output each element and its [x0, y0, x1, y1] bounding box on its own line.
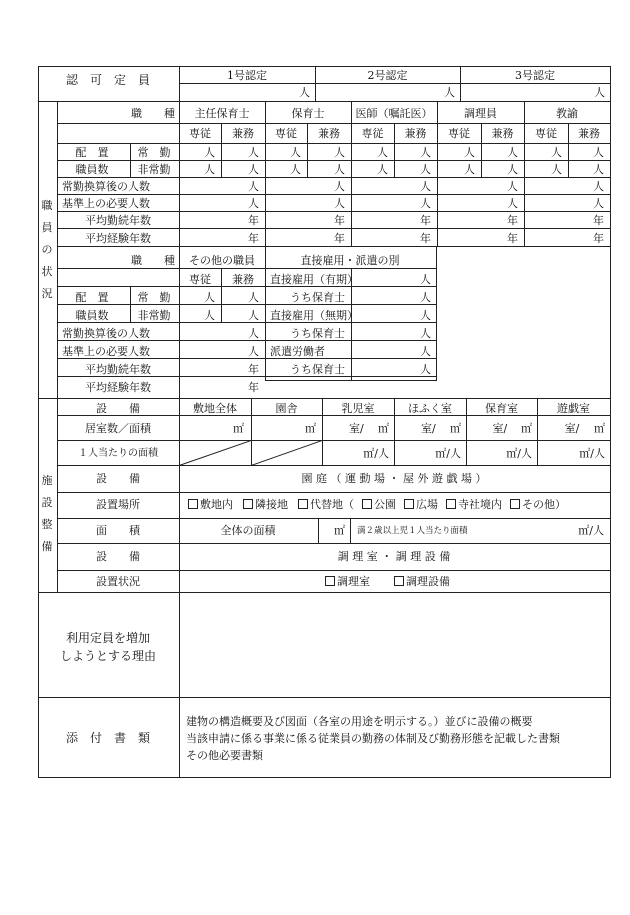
rule-line	[57, 398, 58, 593]
rule-line	[57, 358, 437, 359]
employment-row-2: うち保育士	[290, 291, 345, 304]
checkbox[interactable]	[362, 499, 372, 509]
unit-label: 人	[248, 163, 259, 176]
unit-label: 人	[248, 197, 259, 210]
unit-label: 人	[299, 86, 310, 99]
rule-line	[57, 160, 611, 161]
placement-label: 配 置	[75, 291, 109, 304]
rule-line	[466, 398, 467, 466]
status-option-1: 調理室	[337, 575, 370, 588]
staff-type-2: 保育士	[291, 107, 325, 120]
unit-label: 年	[334, 214, 345, 227]
rule-line	[57, 268, 437, 269]
exclusive-label: 専従	[448, 127, 470, 140]
rule-line	[57, 304, 437, 305]
unit-label: 人	[290, 146, 301, 159]
status-options	[325, 575, 474, 588]
avg-tenure-label: 平均勤続年数	[85, 363, 151, 376]
area-label: 面 積	[96, 524, 140, 537]
concurrent-label: 兼務	[491, 127, 514, 140]
unit-label: 人	[507, 146, 518, 159]
unit-label: 人	[420, 163, 431, 176]
rule-line	[221, 123, 222, 178]
unit-label: 人	[420, 309, 431, 322]
unit-label: ㎡/人	[579, 447, 605, 460]
avg-experience-label: 平均経験年数	[85, 381, 151, 394]
rule-line	[265, 380, 437, 381]
rule-line	[350, 518, 351, 544]
checkbox[interactable]	[446, 499, 456, 509]
unit-label: 人	[204, 163, 215, 176]
approval-category-2: 2号認定	[367, 69, 408, 82]
rule-line	[318, 518, 319, 544]
rule-line	[57, 376, 437, 377]
staff-count-label: 職員数	[75, 163, 109, 176]
unit-label: ㎡	[233, 422, 244, 435]
unit-label: 人	[420, 273, 431, 286]
unit-label: 人	[420, 146, 431, 159]
staff-type-3: 医師（嘱託医）	[355, 107, 433, 120]
reason-label-line1: 利用定員を増加	[65, 631, 151, 645]
location-label: 設置場所	[96, 498, 140, 511]
required-label: 基準上の必要人数	[62, 197, 150, 210]
unit-label: 年	[507, 214, 518, 227]
location-option-6: 寺社境内	[458, 498, 502, 511]
unit-label: 年	[420, 232, 431, 245]
unit-label: 人	[444, 86, 455, 99]
rule-line	[179, 398, 180, 593]
avg-tenure-label: 平均勤続年数	[85, 214, 151, 227]
rule-line	[351, 101, 352, 247]
unit-label: 人	[420, 327, 431, 340]
unit-label: 人	[593, 163, 604, 176]
unit-label: 人	[464, 146, 475, 159]
unit-label: 人	[334, 197, 345, 210]
rule-line	[265, 246, 266, 381]
location-option-5: 広場	[416, 498, 438, 511]
rule-line	[265, 101, 266, 247]
kitchen-title: 調 理 室 ・ 調 理 設 備	[337, 550, 451, 563]
rule-line	[221, 268, 222, 323]
placement-label: 配 置	[75, 146, 109, 159]
unit-label: 人	[464, 163, 475, 176]
rule-line	[57, 492, 611, 493]
exclusive-label: 専従	[189, 127, 211, 140]
unit-label: 人	[551, 163, 562, 176]
unit-label: ㎡/人	[363, 447, 389, 460]
rule-line	[179, 592, 180, 778]
fulltime-label: 常 勤	[137, 291, 171, 304]
unit-label: 人	[420, 180, 431, 193]
exclusive-label: 専従	[535, 127, 557, 140]
unit-label: 人	[248, 146, 259, 159]
unit-label: 年	[420, 214, 431, 227]
unit-label: ㎡	[334, 524, 345, 537]
rule-line	[57, 440, 611, 441]
unit-label: 人	[593, 146, 604, 159]
rule-line	[481, 123, 482, 178]
reason-input-area[interactable]	[181, 594, 608, 696]
attachment-item-1: 建物の構造概要及び図面（各室の用途を明示する。）並びに設備の概要	[186, 715, 533, 728]
rule-line	[57, 246, 611, 247]
garden-title: 園 庭 （ 運 動 場 ・ 屋 外 遊 戯 場 ）	[301, 472, 487, 485]
concurrent-label: 兼務	[232, 127, 254, 140]
rule-line	[57, 123, 611, 124]
room-2: 園舎	[275, 402, 298, 415]
equipment-header: 設 備	[96, 402, 140, 415]
checkbox[interactable]	[404, 499, 414, 509]
rule-line	[57, 286, 437, 287]
unit-label: 人	[594, 86, 605, 99]
status-option-2: 調理設備	[406, 575, 450, 588]
location-option-3: 代替地（	[310, 498, 354, 511]
unit-label: ㎡	[594, 422, 605, 435]
unit-label: 年	[334, 232, 345, 245]
exclusive-label: 専従	[189, 273, 211, 286]
unit-label: 人	[334, 146, 345, 159]
unit-label: 人	[248, 180, 259, 193]
unit-label: ㎡	[450, 422, 461, 435]
rule-line	[394, 398, 395, 466]
unit-label: 人	[420, 345, 431, 358]
rule-line	[57, 340, 437, 341]
rule-line	[38, 398, 611, 399]
kitchen-equipment-label: 設 備	[96, 550, 140, 563]
parttime-label: 非常勤	[137, 309, 171, 322]
fte-label: 常勤換算後の人数	[62, 327, 150, 340]
rule-line	[38, 101, 611, 102]
unit-label: ㎡	[521, 422, 532, 435]
location-option-7: その他）	[522, 498, 566, 511]
checkbox[interactable]	[298, 499, 308, 509]
room-6: 遊戯室	[557, 402, 590, 415]
room-5: 保育室	[485, 402, 518, 415]
approval-category-3: 3号認定	[515, 69, 555, 82]
rule-line	[610, 66, 611, 778]
employment-row-3: 直接雇用（無期）	[270, 309, 358, 322]
unit-label: 室/	[421, 422, 436, 435]
rule-line	[57, 211, 611, 212]
unit-label: 人	[420, 363, 431, 376]
location-option-4: 公園	[374, 498, 396, 511]
rule-line	[57, 194, 611, 195]
attachment-item-3: その他必要書類	[186, 749, 263, 762]
rule-line	[179, 66, 180, 102]
unit-label: 年	[593, 232, 604, 245]
unit-label: 人	[377, 163, 388, 176]
employment-row-6: うち保育士	[290, 363, 345, 376]
room-4: ほふく室	[408, 402, 452, 415]
unit-label: 人	[593, 197, 604, 210]
unit-label: 人	[248, 345, 259, 358]
rule-line	[57, 570, 611, 571]
unit-label: 人	[593, 180, 604, 193]
fte-label: 常勤換算後の人数	[62, 180, 150, 193]
concurrent-label: 兼務	[404, 127, 427, 140]
rule-line	[568, 123, 569, 178]
reason-label-line2: しようとする理由	[59, 649, 157, 663]
location-options	[188, 498, 570, 511]
room-1: 敷地全体	[193, 402, 237, 415]
rule-line	[322, 398, 323, 466]
employment-type-header: 直接雇用・派遣の別	[300, 254, 400, 267]
total-area-label: 全体の面積	[220, 524, 276, 537]
unit-label: 人	[420, 291, 431, 304]
unit-label: 人	[334, 180, 345, 193]
rule-line	[38, 777, 611, 778]
unit-label: 年	[248, 214, 259, 227]
rule-line	[436, 246, 437, 381]
rule-line	[57, 415, 611, 416]
unit-label: 年	[248, 381, 259, 394]
location-option-2: 隣接地	[255, 498, 288, 511]
unit-label: 年	[248, 363, 259, 376]
diagonal-strike	[251, 440, 322, 466]
rule-line	[460, 66, 461, 102]
status-label: 設置状況	[96, 575, 140, 588]
required-label: 基準上の必要人数	[62, 345, 150, 358]
checkbox[interactable]	[243, 499, 253, 509]
diagonal-strike	[179, 440, 251, 466]
rule-line	[437, 101, 438, 247]
rule-line	[57, 177, 611, 178]
staff-section-label: 職員の状況	[41, 199, 53, 300]
unit-label: 人	[420, 197, 431, 210]
concurrent-label: 兼務	[232, 273, 254, 286]
rule-line	[57, 518, 611, 519]
attachments-label: 添 付 書 類	[65, 731, 151, 745]
attachment-item-2: 当該申請に係る事業に係る従業員の勤務の体制及び勤務形態を記載した書類	[186, 732, 560, 745]
concurrent-label: 兼務	[578, 127, 600, 140]
unit-label: 年	[248, 232, 259, 245]
unit-label: ㎡	[378, 422, 389, 435]
unit-label: 人	[507, 197, 518, 210]
rule-line	[251, 398, 252, 466]
staff-type-4: 調理員	[464, 107, 497, 120]
unit-label: 人	[248, 291, 259, 304]
checkbox[interactable]	[394, 576, 404, 586]
location-option-1: 敷地内	[200, 498, 233, 511]
rule-line	[307, 123, 308, 178]
staff-type-header: 職 種	[131, 254, 175, 267]
unit-label: ㎡/人	[578, 524, 604, 537]
approval-category-1: 1号認定	[227, 69, 267, 82]
exclusive-label: 専従	[361, 127, 384, 140]
checkbox[interactable]	[325, 576, 335, 586]
rule-line	[537, 398, 538, 466]
approval-label: 認 可 定 員	[65, 73, 151, 87]
concurrent-label: 兼務	[318, 127, 340, 140]
rule-line	[38, 697, 611, 698]
per-person-area-label: １人当たりの面積	[78, 448, 158, 459]
rule-line	[57, 465, 611, 466]
unit-label: 人	[204, 291, 215, 304]
unit-label: 室/	[492, 422, 508, 435]
rule-line	[38, 66, 611, 67]
unit-label: 室/	[564, 422, 580, 435]
staff-type-header: 職 種	[131, 107, 175, 120]
unit-label: ㎡/人	[506, 447, 532, 460]
rule-line	[130, 286, 131, 323]
unit-label: 年	[507, 232, 518, 245]
employment-row-1: 直接雇用（有期）	[270, 273, 358, 286]
garden-equipment-label: 設 備	[96, 472, 140, 485]
rule-line	[179, 83, 611, 84]
staff-type-1: 主任保育士	[194, 107, 250, 120]
parttime-label: 非常勤	[137, 163, 171, 176]
rule-line	[57, 143, 611, 144]
per-child-area-label: 満２歳以上児１人当たり面積	[357, 526, 468, 536]
rule-line	[179, 246, 180, 399]
unit-label: 室/	[349, 422, 364, 435]
staff-count-label: 職員数	[75, 309, 109, 322]
rule-line	[179, 101, 180, 247]
rule-line	[57, 322, 437, 323]
checkbox[interactable]	[188, 499, 198, 509]
rule-line	[130, 143, 131, 178]
rule-line	[38, 66, 39, 778]
rule-line	[394, 123, 395, 178]
unit-label: 人	[507, 163, 518, 176]
rule-line	[315, 66, 316, 102]
staff-type-5: 教諭	[556, 107, 578, 120]
unit-label: 人	[204, 309, 215, 322]
avg-experience-label: 平均経験年数	[85, 232, 151, 245]
rule-line	[38, 592, 611, 593]
other-staff-label: その他の職員	[189, 254, 255, 267]
employment-row-5: 派遣労働者	[270, 345, 325, 358]
rule-line	[57, 228, 611, 229]
unit-label: 人	[204, 146, 215, 159]
exclusive-label: 専従	[275, 127, 297, 140]
unit-label: 人	[507, 180, 518, 193]
unit-label: ㎡/人	[435, 447, 461, 460]
unit-label: ㎡	[305, 422, 316, 435]
employment-row-4: うち保育士	[290, 327, 345, 340]
unit-label: 人	[248, 327, 259, 340]
fulltime-label: 常 勤	[137, 146, 171, 159]
room-count-area-label: 居室数／面積	[85, 422, 151, 435]
unit-label: 年	[593, 214, 604, 227]
unit-label: 人	[551, 146, 562, 159]
rule-line	[57, 101, 58, 399]
unit-label: 人	[248, 309, 259, 322]
checkbox[interactable]	[510, 499, 520, 509]
unit-label: 人	[334, 163, 345, 176]
rule-line	[524, 101, 525, 247]
unit-label: 人	[377, 146, 388, 159]
unit-label: 人	[290, 163, 301, 176]
rule-line	[57, 543, 611, 544]
room-3: 乳児室	[341, 402, 375, 415]
facility-section-label: 施設整備	[41, 474, 53, 553]
